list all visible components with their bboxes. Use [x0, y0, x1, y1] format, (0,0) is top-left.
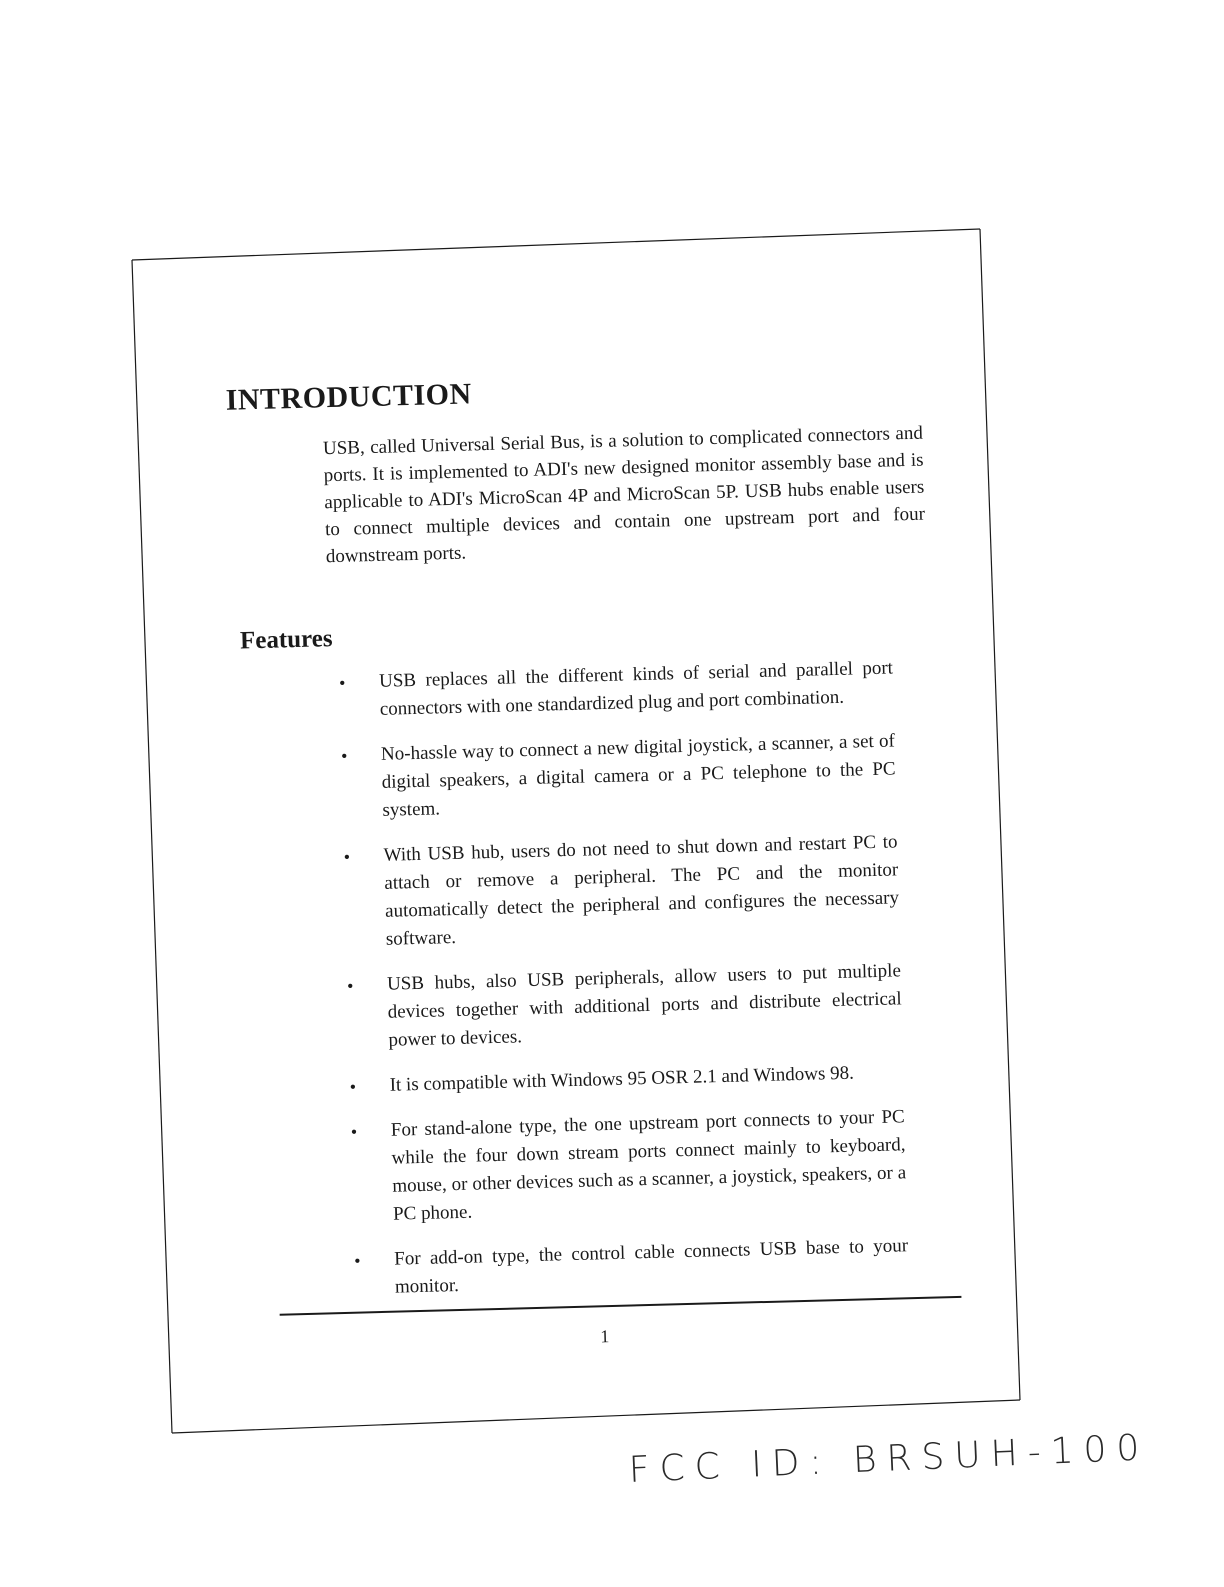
feature-text: For add-on type, the control cable connects USB base to your monitor. — [393, 1235, 909, 1298]
bullet-icon: • — [349, 1076, 357, 1097]
bullet-icon: • — [343, 846, 351, 867]
feature-text: It is compatible with Windows 95 OSR 2.1 and Windows 98. — [389, 1062, 855, 1096]
bullet-icon: • — [346, 975, 354, 996]
page-number: 1 — [600, 1326, 610, 1347]
feature-item — [341, 957, 903, 1056]
feature-text: USB replaces all the different kinds of serial and parallel port connectors with one standardized plug and port combination. — [378, 657, 894, 720]
introduction-heading: INTRODUCTION — [225, 377, 473, 417]
features-heading: Features — [239, 625, 333, 655]
feature-item — [333, 654, 894, 725]
bullet-icon: • — [350, 1121, 358, 1142]
feature-item — [343, 1058, 904, 1101]
feature-item — [348, 1232, 909, 1303]
handwritten-fcc-id: FCC ID: BRSUH-100 — [628, 1427, 1151, 1491]
feature-text: USB hubs, also USB peripherals, allow users to put multiple devices together with additional ports and distribute electrical power to devices. — [386, 960, 902, 1051]
feature-item — [335, 727, 897, 826]
introduction-paragraph: USB, called Universal Serial Bus, is a solution to complicated connectors and ports. It is implemented to ADI's new designed monitor assembly base and is applicable to ADI's MicroScan 4P and MicroScan 5P. USB hubs enable users to connect multiple devices and contain one upstream port and four downstream ports. — [322, 422, 926, 568]
features-list — [333, 654, 910, 1319]
bullet-icon: • — [338, 672, 346, 693]
feature-text: For stand-alone type, the one upstream port connects to your PC while the four down stream ports connect mainly to keyboard, mouse, or other devices such as a scanner, a joystick, speakers, or a PC phone. — [390, 1106, 907, 1225]
bullet-icon: • — [340, 745, 348, 766]
feature-item — [345, 1103, 908, 1230]
feature-text: With USB hub, users do not need to shut down and restart PC to attach or remove a peripheral. The PC and the monitor automatically detect the peripheral and configures the necessary software. — [383, 831, 900, 950]
feature-text: No-hassle way to connect a new digital joystick, a scanner, a set of digital speakers, a digital camera or a PC telephone to the PC system. — [380, 730, 896, 821]
feature-item — [337, 828, 900, 955]
bullet-icon: • — [354, 1250, 361, 1271]
